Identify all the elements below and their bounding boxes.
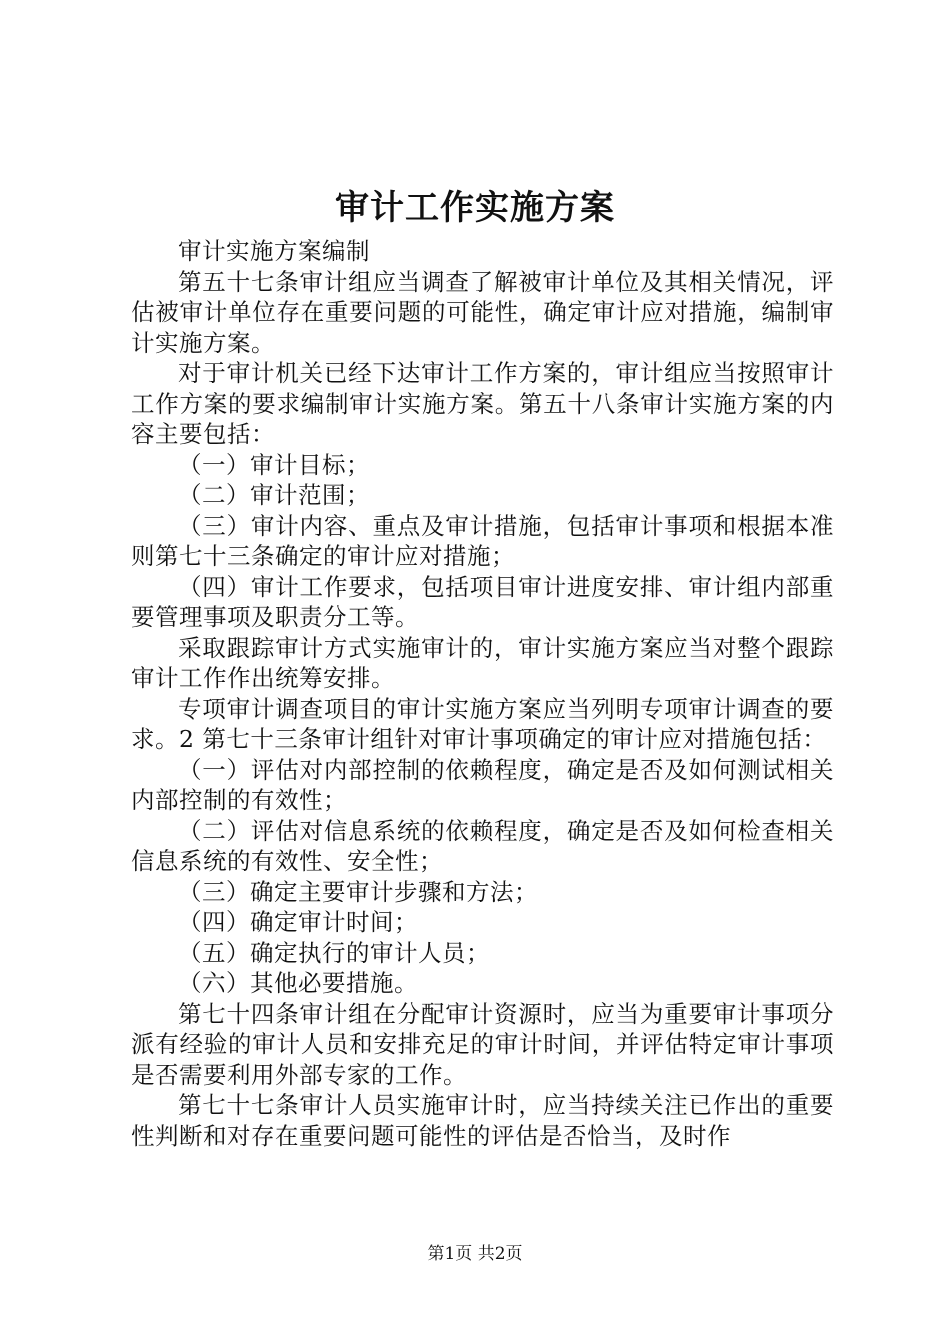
list-item: （六）其他必要措施。 (178, 969, 418, 997)
document-title: 审计工作实施方案 (335, 188, 615, 228)
list-item: （三）确定主要审计步骤和方法； (178, 877, 538, 906)
list-item: （三）审计内容、重点及审计措施，包括审计事项和根据本准则第七十三条确定的审计应对措施； (131, 511, 834, 570)
paragraph: 专项审计调查项目的审计实施方案应当列明专项审计调查的要求。2 第七十三条审计组针对审计事项确定的审计应对措施包括： (131, 694, 834, 753)
document-body (131, 236, 834, 1151)
list-item: （二）评估对信息系统的依赖程度，确定是否及如何检查相关信息系统的有效性、安全性； (131, 816, 834, 875)
paragraph: 采取跟踪审计方式实施审计的，审计实施方案应当对整个跟踪审计工作作出统筹安排。 (131, 633, 834, 692)
list-item: （二）审计范围； (178, 481, 370, 509)
paragraph: 审计实施方案编制 (178, 237, 370, 265)
list-item: （五）确定执行的审计人员； (178, 938, 490, 967)
list-item: （四）审计工作要求，包括项目审计进度安排、审计组内部重要管理事项及职责分工等。 (131, 572, 834, 631)
paragraph: 第五十七条审计组应当调查了解被审计单位及其相关情况，评估被审计单位存在重要问题的可能性，确定审计应对措施，编制审计实施方案。 (131, 267, 834, 357)
paragraph: 第七十四条审计组在分配审计资源时，应当为重要审计事项分派有经验的审计人员和安排充足的审计时间，并评估特定审计事项是否需要利用外部专家的工作。 (131, 999, 834, 1089)
list-item: （四）确定审计时间； (178, 908, 418, 936)
paragraph: 第七十七条审计人员实施审计时，应当持续关注已作出的重要性判断和对存在重要问题可能性的评估是否恰当，及时作 (131, 1091, 834, 1150)
page-number-footer: 第1页 共2页 (427, 1244, 523, 1264)
list-item: （一）审计目标； (178, 450, 370, 479)
paragraph: 对于审计机关已经下达审计工作方案的，审计组应当按照审计工作方案的要求编制审计实施方案。第五十八条审计实施方案的内容主要包括： (131, 359, 834, 448)
list-item: （一）评估对内部控制的依赖程度，确定是否及如何测试相关内部控制的有效性； (131, 755, 834, 814)
